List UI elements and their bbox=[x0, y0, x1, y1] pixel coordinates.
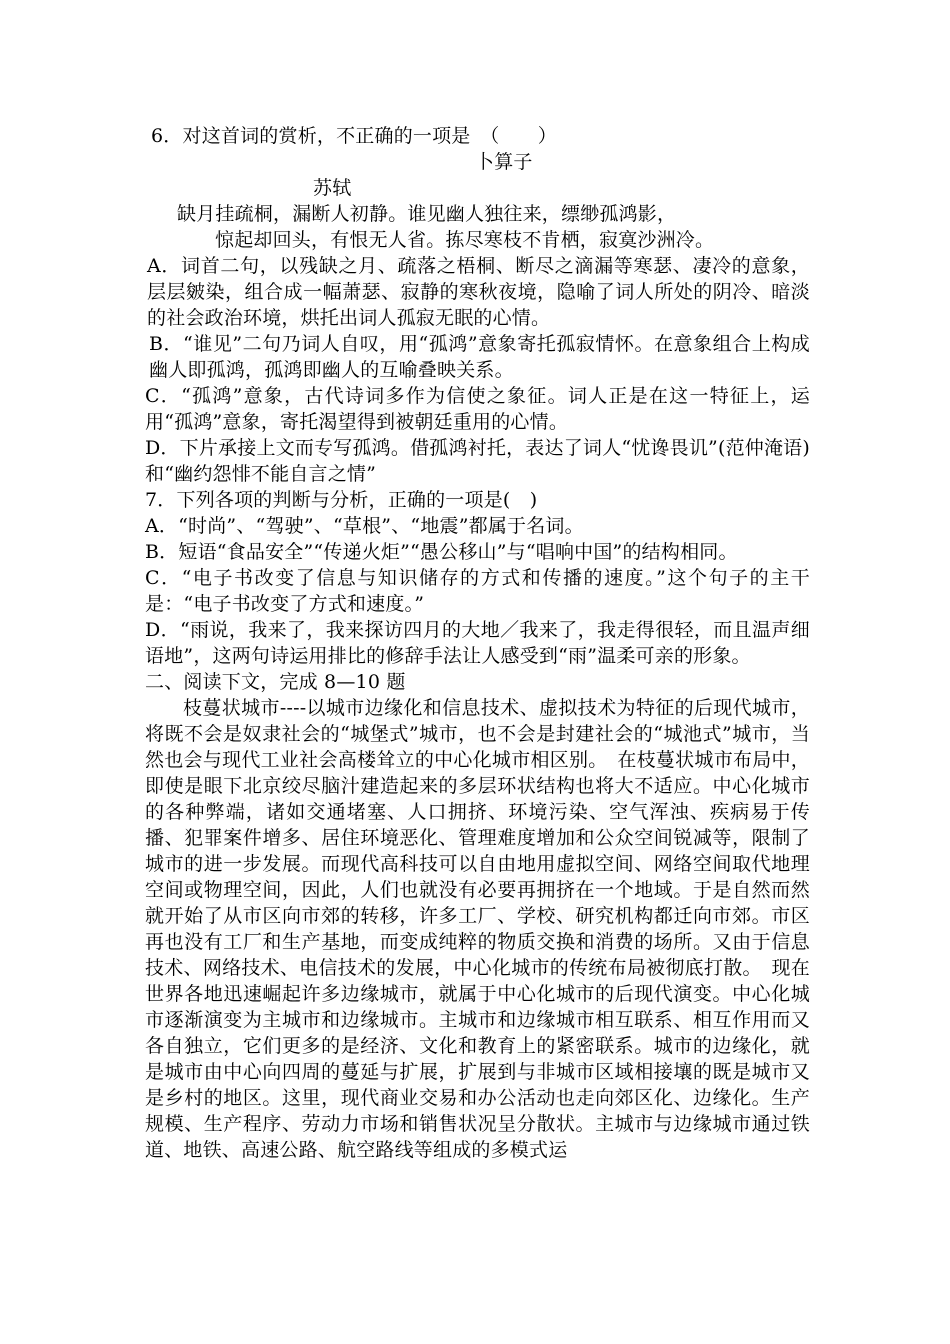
question-7-option-d: D．“雨说，我来了，我来探访四月的大地／我来了，我走得很轻，而且温声细语地”，这两句诗运用排比的修辞手法让人感受到“雨”温柔可亲的形象。 bbox=[145, 619, 810, 667]
question-6-option-b: B．“谁见”二句乃词人自叹，用“孤鸿”意象寄托孤寂情怀。在意象组合上构成幽人即孤鸿，孤鸿即幽人的互喻叠映关系。 bbox=[149, 333, 810, 381]
question-7-option-b: B．短语“食品安全”“传递火炬”“愚公移山”与“唱响中国”的结构相同。 bbox=[145, 541, 738, 563]
exam-page bbox=[145, 123, 810, 1163]
poem-author: 苏轼 bbox=[313, 177, 352, 199]
poem-line-1: 缺月挂疏桐，漏断人初静。谁见幽人独往来，缥缈孤鸿影， bbox=[177, 203, 677, 225]
question-6-stem: 6．对这首词的赏析，不正确的一项是 （ ） bbox=[151, 125, 557, 147]
question-7-option-a: A．“时尚”、“驾驶”、“草根”、“地震”都属于名词。 bbox=[145, 515, 584, 537]
poem-title: 卜算子 bbox=[475, 151, 533, 173]
question-6-option-a: A．词首二句，以残缺之月、疏落之梧桐、断尽之滴漏等寒瑟、凄冷的意象，层层皴染，组合成一幅萧瑟、寂静的寒秋夜境，隐喻了词人所处的阴冷、暗淡的社会政治环境，烘托出词人孤寂无眠的心情。 bbox=[147, 255, 810, 329]
reading-passage: 枝蔓状城市----以城市边缘化和信息技术、虚拟技术为特征的后现代城市，将既不会是奴隶社会的“城堡式”城市，也不会是封建社会的“城池式”城市，当然也会与现代工业社会高楼耸立的中心化城市相区别。 在枝蔓状城市布局中，即使是眼下北京绞尽脑汁建造起来的多层环状结构也将大不适应。中心化城市的各种弊端，诸如交通堵塞、人口拥挤、环境污染、空气浑浊、疾病易于传播、犯罪案件增多、居住环境恶化、管理难度增加和公众空间锐减等，限制了城市的进一步发展。而现代高科技可以自由地用虚拟空间、网络空间取代地理空间或物理空间，因此，人们也就没有必要再拥挤在一个地域。于是自然而然就开始了从市区向市郊的转移，许多工厂、学校、研究机构都迁向市郊。市区再也没有工厂和生产基地，而变成纯粹的物质交换和消费的场所。又由于信息技术、网络技术、电信技术的发展，中心化城市的传统布局被彻底打散。 现在世界各地迅速崛起许多边缘城市，就属于中心化城市的后现代演变。中心化城市逐渐演变为主城市和边缘城市。主城市和边缘城市相互联系、相互作用而又各自独立，它们更多的是经济、文化和教育上的紧密联系。城市的边缘化，就是城市由中心向四周的蔓延与扩展，扩展到与非城市区域相接壤的既是城市又是乡村的地区。这里，现代商业交易和办公活动也走向郊区化、边缘化。生产规模、生产程序、劳动力市场和销售状况呈分散状。主城市与边缘城市通过铁道、地铁、高速公路、航空路线等组成的多模式运 bbox=[145, 697, 810, 1161]
question-6-option-d: D．下片承接上文而专写孤鸿。借孤鸿衬托，表达了词人“忧谗畏讥”(范仲淹语)和“幽约怨悱不能自言之情” bbox=[145, 437, 810, 485]
poem-line-2: 惊起却回头，有恨无人省。拣尽寒枝不肯栖，寂寞沙洲冷。 bbox=[215, 229, 715, 251]
question-7-option-c: C．“电子书改变了信息与知识储存的方式和传播的速度。”这个句子的主干是：“电子书改变了方式和速度。” bbox=[145, 567, 810, 615]
question-7-stem: 7．下列各项的判断与分析，正确的一项是( ) bbox=[145, 489, 538, 511]
question-6-option-c: C．“孤鸿”意象，古代诗词多作为信使之象征。词人正是在这一特征上，运用“孤鸿”意象，寄托渴望得到被朝廷重用的心情。 bbox=[145, 385, 810, 433]
section-2-heading: 二、阅读下文，完成 8—10 题 bbox=[145, 671, 406, 693]
